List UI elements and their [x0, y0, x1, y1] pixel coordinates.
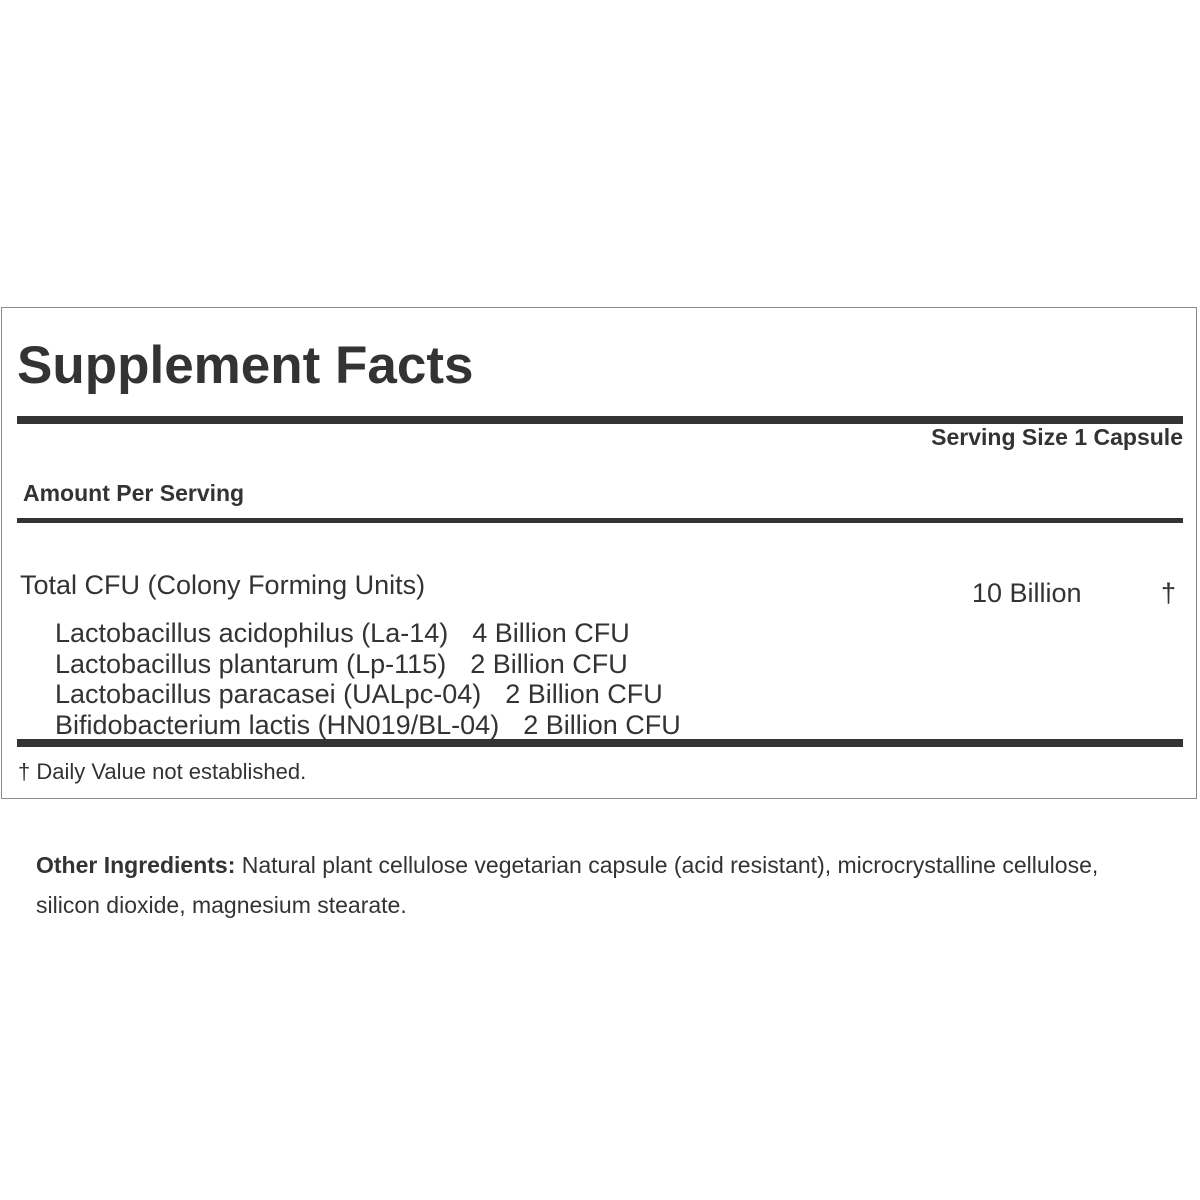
strain-row — [55, 649, 681, 680]
amount-per-serving-heading: Amount Per Serving — [23, 480, 245, 506]
strain-row — [55, 710, 681, 741]
total-cfu-daily-value: † — [1161, 578, 1177, 608]
strain-name: Lactobacillus paracasei (UALpc-04) — [55, 679, 482, 709]
strain-list — [55, 618, 681, 740]
strain-amount: 4 Billion CFU — [472, 618, 630, 648]
total-cfu-label: Total CFU (Colony Forming Units) — [20, 570, 426, 600]
other-ingredients-text: Natural plant cellulose vegetarian capsule (acid resistant), microcrystalline cellulose, silicon dioxide, magnesium stearate. — [36, 852, 1099, 918]
top-thick-rule — [17, 416, 1183, 424]
other-ingredients-label: Other Ingredients: — [36, 852, 236, 878]
serving-size: Serving Size 1 Capsule — [931, 424, 1183, 450]
strain-amount: 2 Billion CFU — [505, 679, 663, 709]
strain-row — [55, 679, 681, 710]
middle-rule — [17, 518, 1183, 523]
panel-title: Supplement Facts — [17, 336, 474, 395]
strain-amount: 2 Billion CFU — [523, 709, 681, 740]
strain-amount: 2 Billion CFU — [470, 648, 628, 679]
strain-name: Bifidobacterium lactis (HN019/BL-04) — [55, 709, 500, 740]
bottom-thick-rule — [17, 739, 1183, 747]
strain-name: Lactobacillus plantarum (Lp-115) — [55, 648, 447, 679]
strain-name: Lactobacillus acidophilus (La-14) — [55, 618, 449, 648]
other-ingredients — [36, 845, 1166, 925]
total-cfu-amount: 10 Billion — [972, 578, 1082, 608]
strain-row — [55, 618, 681, 649]
daily-value-footnote: † Daily Value not established. — [18, 759, 307, 784]
